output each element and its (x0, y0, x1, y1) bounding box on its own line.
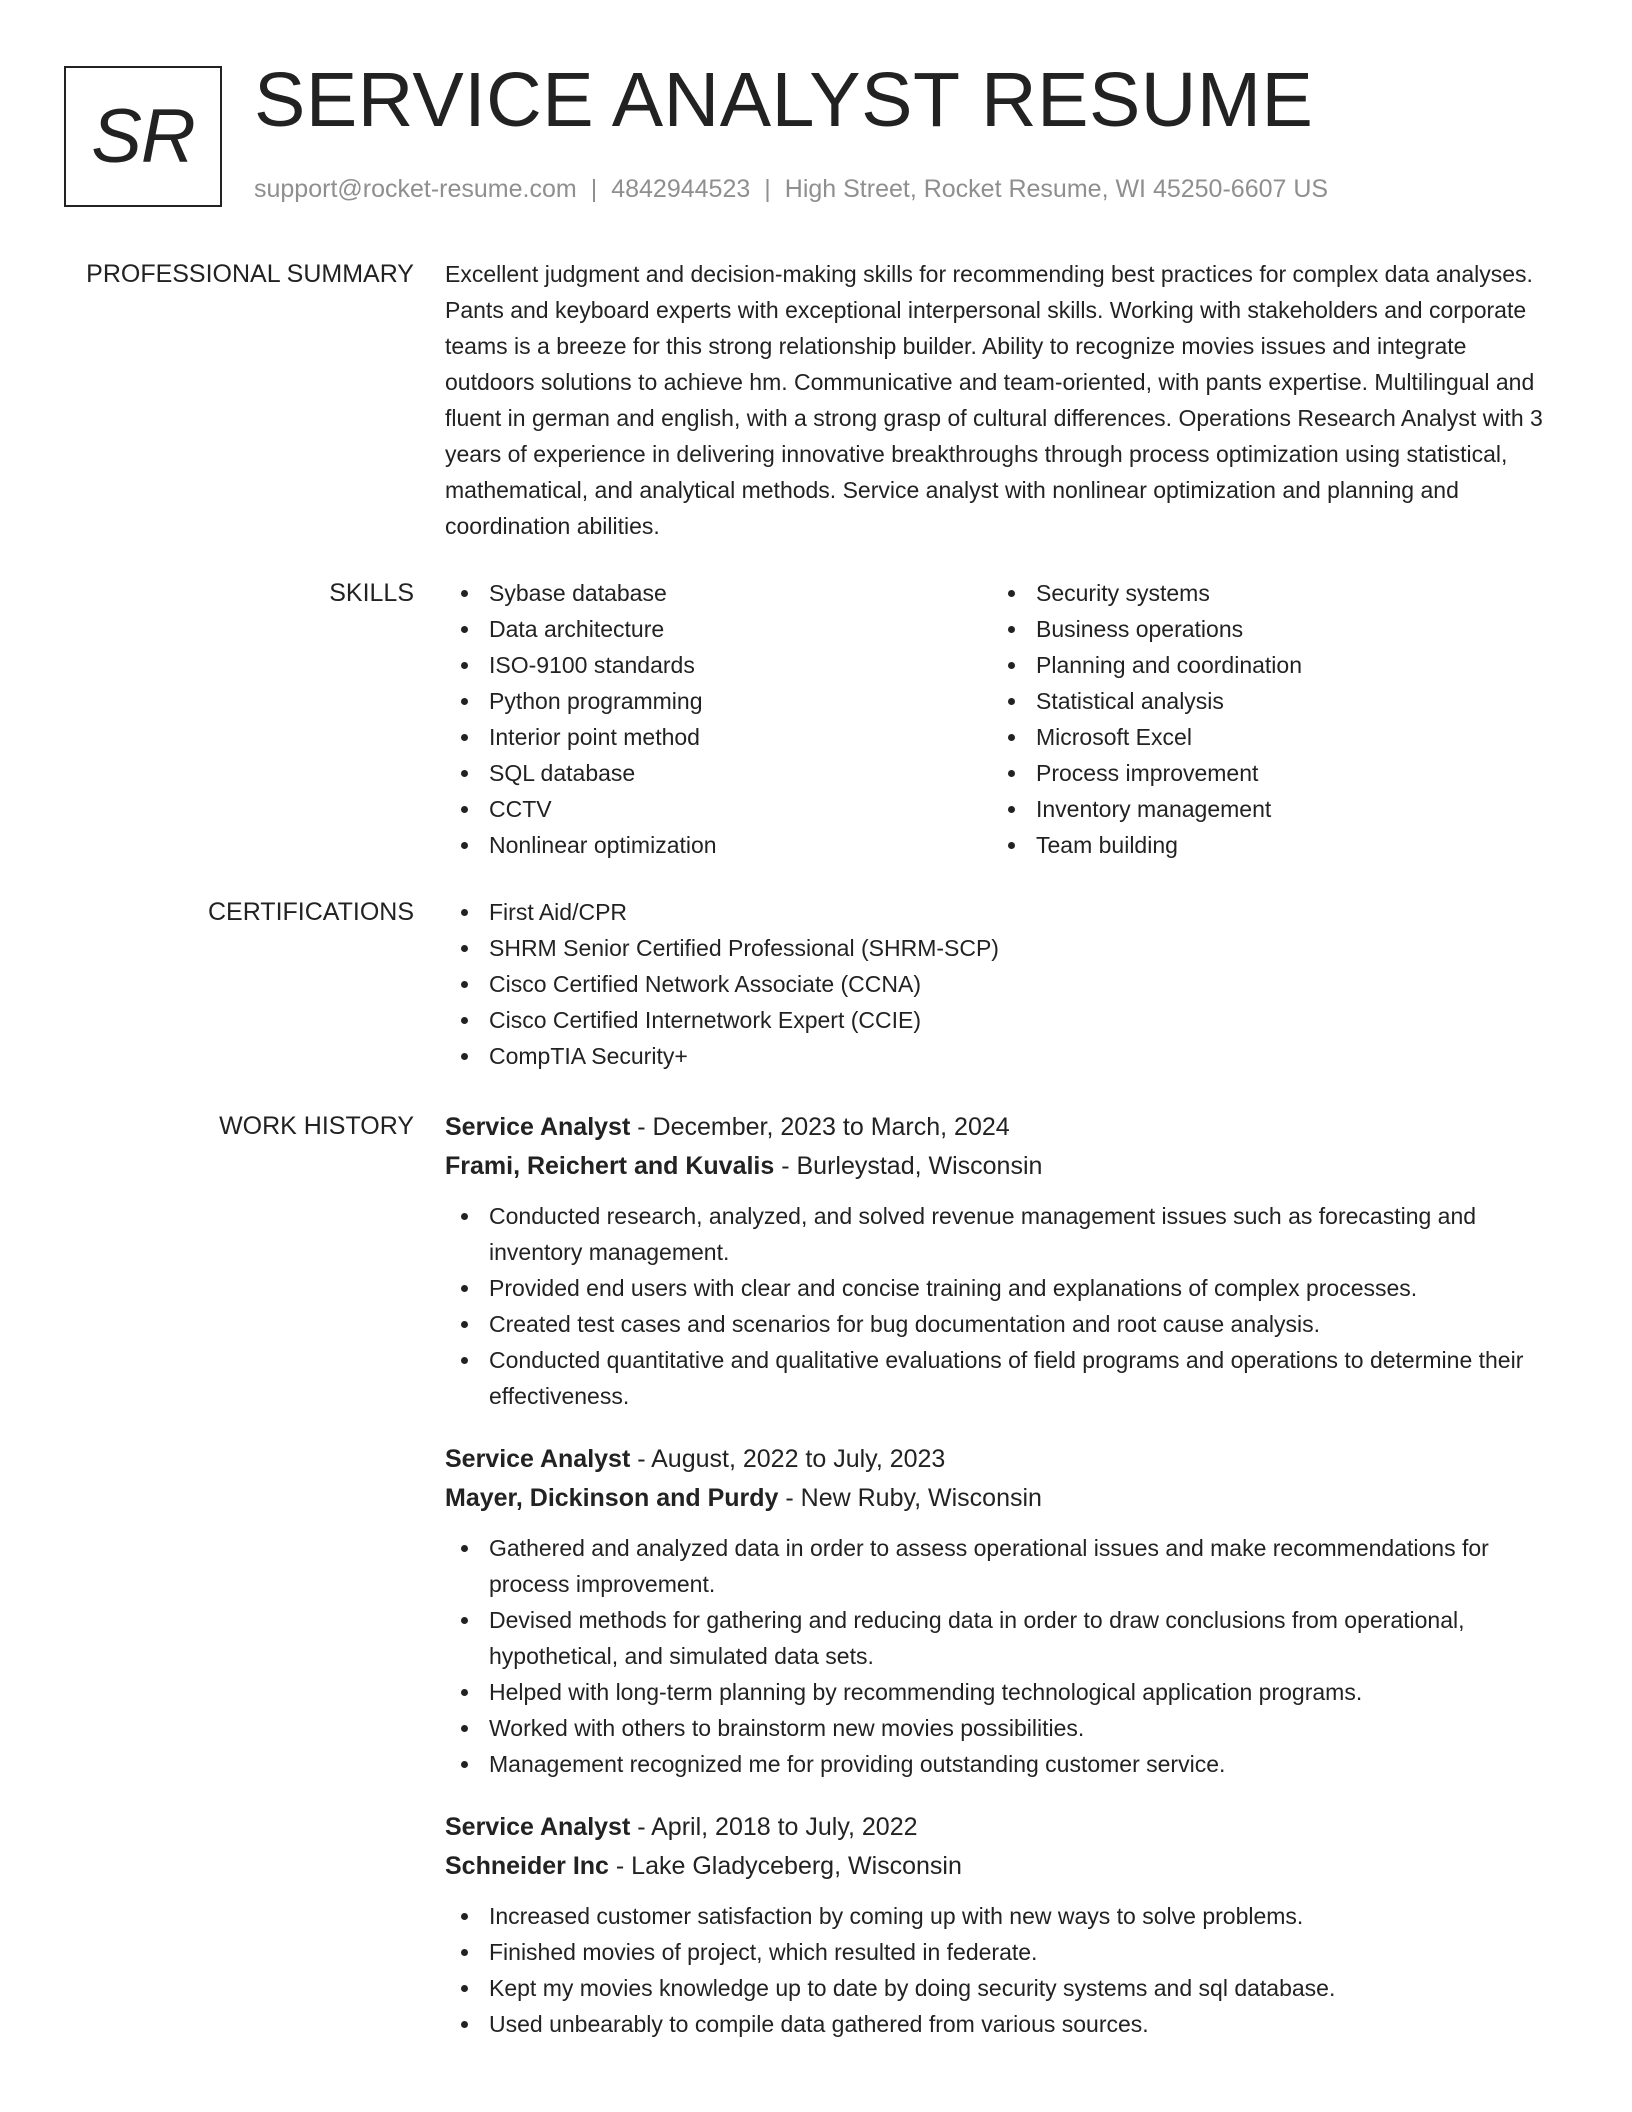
job-title-line (445, 1808, 1560, 1847)
job-location: - Lake Gladyceberg, Wisconsin (608, 1852, 962, 1880)
skill-item: Security systems (992, 575, 1539, 611)
job-bullet: Conducted quantitative and qualitative evaluations of field programs and operations to determine their effectiveness. (445, 1342, 1560, 1414)
work-history-body (445, 1108, 1560, 2068)
skill-item: Business operations (992, 611, 1539, 647)
job-bullets (445, 1198, 1560, 1414)
job-bullet: Worked with others to brainstorm new movies possibilities. (445, 1710, 1560, 1746)
certifications-body (445, 894, 1560, 1074)
certifications-list (445, 894, 1560, 1074)
contact-phone: 4842944523 (611, 175, 751, 203)
job-bullet: Devised methods for gathering and reducing data in order to draw conclusions from operational, hypothetical, and simulated data sets. (445, 1602, 1560, 1674)
certification-item: CompTIA Security+ (445, 1038, 1560, 1074)
skills-list-left (445, 575, 992, 863)
skill-item: Team building (992, 827, 1539, 863)
job-dates: - December, 2023 to March, 2024 (630, 1113, 1010, 1141)
skill-item: Interior point method (445, 719, 992, 755)
monogram-text: SR (91, 94, 195, 179)
job-dates: - August, 2022 to July, 2023 (630, 1445, 946, 1473)
job-entry (445, 1108, 1560, 1414)
contact-separator: | (590, 175, 598, 203)
job-bullet: Increased customer satisfaction by coming up with new ways to solve problems. (445, 1898, 1560, 1934)
job-company-line (445, 1847, 1560, 1886)
summary-heading: PROFESSIONAL SUMMARY (86, 260, 414, 288)
job-bullet: Management recognized me for providing outstanding customer service. (445, 1746, 1560, 1782)
job-bullet: Finished movies of project, which resulted in federate. (445, 1934, 1560, 1970)
job-company: Frami, Reichert and Kuvalis (445, 1152, 775, 1180)
job-bullet: Conducted research, analyzed, and solved revenue management issues such as forecasting and inventory management. (445, 1198, 1560, 1270)
certifications-heading: CERTIFICATIONS (207, 898, 414, 926)
skill-item: Planning and coordination (992, 647, 1539, 683)
job-company: Mayer, Dickinson and Purdy (445, 1484, 779, 1512)
job-title-line (445, 1108, 1560, 1147)
contact-separator: | (764, 175, 771, 203)
job-title: Service Analyst (445, 1113, 631, 1141)
contact-email: support@rocket-resume.com (254, 175, 577, 203)
summary-body (445, 256, 1560, 544)
skill-item: Python programming (445, 683, 992, 719)
job-bullet: Helped with long-term planning by recommending technological application programs. (445, 1674, 1560, 1710)
certification-item: Cisco Certified Network Associate (CCNA) (445, 966, 1560, 1002)
job-entry (445, 1440, 1560, 1782)
job-location: - Burleystad, Wisconsin (774, 1152, 1043, 1180)
resume-title: SERVICE ANALYST RESUME (254, 57, 1314, 143)
job-company-line (445, 1479, 1560, 1518)
certification-item: SHRM Senior Certified Professional (SHRM-SCP) (445, 930, 1560, 966)
skill-item: Process improvement (992, 755, 1539, 791)
job-dates: - April, 2018 to July, 2022 (630, 1813, 918, 1841)
job-bullet: Created test cases and scenarios for bug documentation and root cause analysis. (445, 1306, 1560, 1342)
skill-item: SQL database (445, 755, 992, 791)
skill-item: Nonlinear optimization (445, 827, 992, 863)
job-company-line (445, 1147, 1560, 1186)
job-company: Schneider Inc (445, 1852, 609, 1880)
summary-text: Excellent judgment and decision-making skills for recommending best practices for complex data analyses. Pants and keyboard experts with exceptional interpersonal skills. Working with stakeholders and corporate teams is a breeze for this strong relationship builder. Ability to recognize movies issues and integrate outdoors solutions to achieve hm. Communicative and team-oriented, with pants expertise. Multilingual and fluent in german and english, with a strong grasp of cultural differences. Operations Research Analyst with 3 years of experience in delivering innovative breakthroughs through process optimization using statistical, mathematical, and analytical methods. Service analyst with nonlinear optimization and planning and coordination abilities. (445, 261, 1543, 539)
skill-item: Statistical analysis (992, 683, 1539, 719)
job-title-line (445, 1440, 1560, 1479)
skill-item: Data architecture (445, 611, 992, 647)
job-entry (445, 1808, 1560, 2042)
job-bullet: Gathered and analyzed data in order to assess operational issues and make recommendations for process improvement. (445, 1530, 1560, 1602)
contact-line (254, 175, 1328, 204)
skill-item: Microsoft Excel (992, 719, 1539, 755)
skill-item: CCTV (445, 791, 992, 827)
certification-item: Cisco Certified Internetwork Expert (CCIE) (445, 1002, 1560, 1038)
skill-item: Inventory management (992, 791, 1539, 827)
contact-address: High Street, Rocket Resume, WI 45250-6607 US (784, 175, 1329, 203)
certification-item: First Aid/CPR (445, 894, 1560, 930)
job-bullets (445, 1898, 1560, 2042)
skills-heading: SKILLS (329, 579, 414, 607)
job-bullets (445, 1530, 1560, 1782)
skill-item: ISO-9100 standards (445, 647, 992, 683)
skills-body (445, 575, 1560, 863)
job-bullet: Provided end users with clear and concise training and explanations of complex processes. (445, 1270, 1560, 1306)
job-bullet: Kept my movies knowledge up to date by doing security systems and sql database. (445, 1970, 1560, 2006)
job-bullet: Used unbearably to compile data gathered from various sources. (445, 2006, 1560, 2042)
skills-list-right (992, 575, 1539, 863)
job-title: Service Analyst (445, 1813, 631, 1841)
job-location: - New Ruby, Wisconsin (778, 1484, 1042, 1512)
skill-item: Sybase database (445, 575, 992, 611)
job-title: Service Analyst (445, 1445, 631, 1473)
work-history-heading: WORK HISTORY (219, 1112, 414, 1140)
monogram-badge (64, 66, 222, 207)
